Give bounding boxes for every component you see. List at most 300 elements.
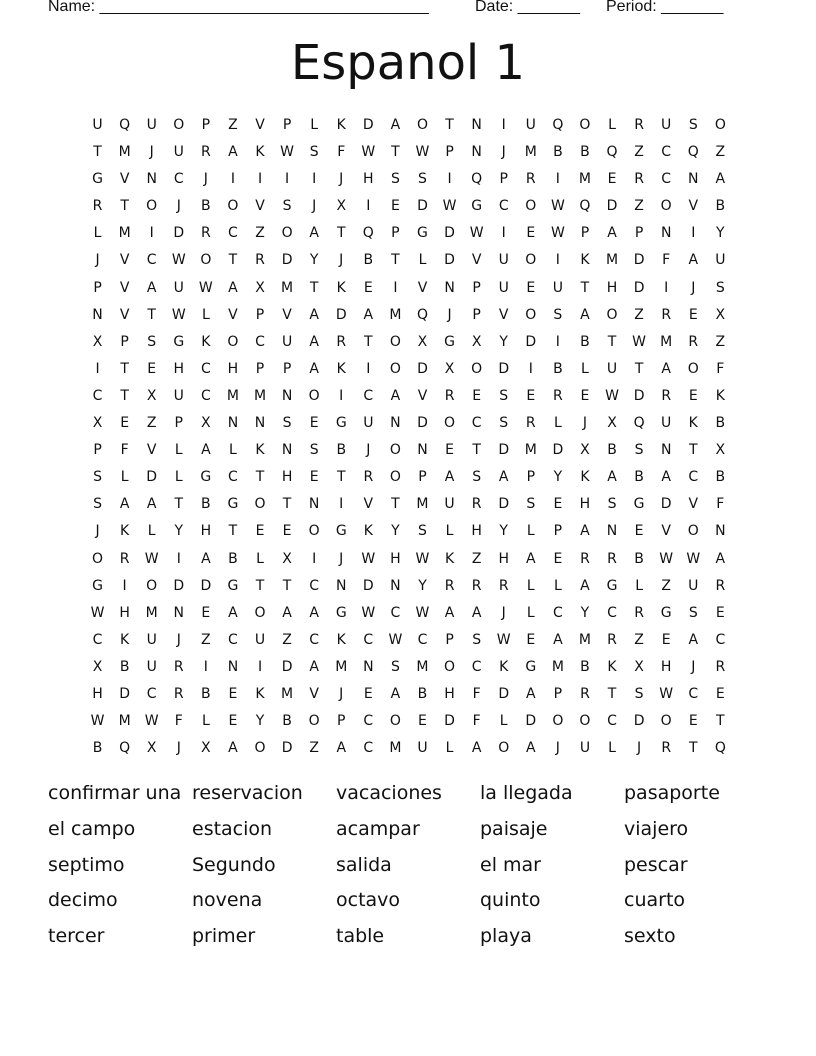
word-bank-item: salida	[336, 853, 392, 876]
grid-letter: L	[608, 740, 616, 757]
grid-letter: S	[553, 306, 563, 323]
grid-letter: E	[201, 604, 211, 621]
grid-letter: O	[389, 442, 401, 459]
grid-letter: D	[498, 360, 510, 377]
grid-letter: V	[255, 117, 265, 133]
grid-letter: F	[716, 496, 725, 513]
grid-letter: O	[579, 713, 591, 730]
grid-letter: G	[471, 198, 483, 215]
word-bank-item: confirmar una	[48, 782, 182, 804]
grid-letter: I	[691, 225, 696, 242]
grid-letter: E	[688, 713, 698, 730]
grid-letter: D	[417, 198, 428, 215]
grid-letter: O	[714, 117, 726, 133]
grid-letter: P	[120, 333, 129, 350]
grid-letter: B	[119, 658, 130, 675]
grid-letter: L	[229, 442, 237, 459]
grid-letter: B	[715, 469, 726, 486]
grid-letter: K	[499, 658, 509, 675]
grid-letter: L	[526, 604, 535, 621]
grid-letter: E	[120, 415, 130, 432]
grid-letter: B	[228, 550, 238, 567]
grid-letter: D	[525, 713, 537, 730]
grid-letter: D	[173, 577, 185, 594]
grid-letter: R	[471, 577, 482, 594]
grid-letter: W	[90, 713, 105, 730]
grid-letter: I	[447, 171, 452, 188]
grid-letter: N	[281, 442, 293, 459]
grid-letter: O	[389, 713, 401, 730]
grid-letter: Z	[471, 550, 482, 567]
grid-letter: D	[281, 658, 293, 675]
grid-letter: Y	[391, 523, 400, 540]
grid-letter: R	[661, 306, 672, 323]
grid-letter: C	[661, 144, 672, 161]
grid-letter: E	[607, 171, 617, 188]
grid-letter: G	[227, 496, 239, 513]
grid-letter: A	[553, 631, 563, 648]
grid-letter: C	[146, 252, 157, 269]
grid-letter: U	[715, 252, 726, 269]
grid-letter: N	[417, 442, 428, 459]
grid-letter: M	[118, 713, 131, 730]
grid-letter: I	[501, 225, 506, 242]
grid-letter: T	[120, 360, 129, 377]
grid-letter: Q	[606, 144, 618, 161]
grid-letter: O	[389, 333, 401, 350]
grid-letter: P	[255, 360, 265, 377]
word-bank-item: la llegada	[480, 782, 573, 804]
grid-letter: U	[281, 333, 293, 350]
grid-letter: I	[203, 658, 208, 675]
word-bank-item: quinto	[480, 889, 541, 912]
grid-letter: L	[526, 577, 535, 594]
grid-letter: E	[228, 685, 238, 702]
grid-letter: O	[200, 252, 212, 269]
grid-letter: S	[309, 442, 319, 459]
grid-letter: R	[336, 333, 347, 350]
grid-letter: H	[579, 496, 591, 513]
grid-letter: D	[146, 469, 158, 486]
grid-letter: D	[444, 713, 455, 730]
grid-letter: S	[147, 333, 157, 350]
grid-letter: F	[716, 360, 725, 377]
grid-letter: O	[687, 360, 699, 377]
grid-letter: T	[174, 496, 184, 513]
grid-letter: A	[498, 469, 509, 486]
grid-letter: H	[471, 523, 482, 540]
grid-letter: G	[227, 577, 239, 594]
grid-letter: D	[660, 496, 672, 513]
grid-letter: B	[201, 198, 211, 215]
grid-row	[84, 331, 734, 358]
grid-letter: R	[580, 685, 590, 702]
grid-letter: L	[608, 117, 616, 133]
grid-letter: X	[92, 333, 103, 350]
word-bank-item: Segundo	[192, 853, 276, 876]
grid-letter: C	[661, 171, 672, 188]
grid-letter: B	[715, 415, 726, 432]
grid-letter: Q	[119, 740, 131, 757]
grid-letter: D	[444, 225, 455, 242]
grid-letter: R	[688, 333, 699, 350]
word-bank-item: tercer	[48, 925, 105, 948]
grid-letter: T	[634, 360, 644, 377]
grid-letter: M	[605, 252, 619, 269]
grid-row	[84, 548, 734, 575]
grid-letter: R	[580, 550, 590, 567]
grid-letter: J	[691, 279, 696, 296]
grid-letter: W	[415, 550, 430, 567]
grid-letter: V	[417, 279, 428, 296]
grid-letter: A	[309, 360, 319, 377]
grid-letter: C	[146, 685, 157, 702]
grid-letter: T	[688, 442, 698, 459]
grid-letter: A	[146, 496, 157, 513]
grid-letter: O	[389, 469, 401, 486]
grid-letter: M	[389, 306, 402, 323]
period-field-label: Period: _______	[606, 0, 724, 15]
grid-letter: P	[201, 117, 211, 133]
grid-letter: R	[173, 685, 184, 702]
grid-letter: U	[173, 387, 184, 404]
grid-letter: B	[363, 252, 374, 269]
grid-letter: D	[119, 685, 130, 702]
grid-letter: D	[362, 117, 374, 133]
grid-letter: O	[444, 415, 456, 432]
grid-letter: E	[390, 198, 400, 215]
grid-letter: L	[526, 523, 535, 540]
grid-letter: P	[282, 360, 292, 377]
grid-letter: R	[92, 198, 103, 215]
grid-letter: S	[688, 604, 698, 621]
grid-letter: O	[146, 198, 158, 215]
grid-letter: X	[92, 415, 103, 432]
grid-letter: Z	[634, 144, 644, 161]
word-bank-item: playa	[480, 925, 532, 948]
grid-letter: U	[498, 252, 509, 269]
grid-letter: T	[445, 117, 454, 133]
grid-letter: A	[228, 604, 238, 621]
grid-letter: L	[418, 252, 427, 269]
grid-letter: W	[659, 685, 674, 702]
grid-letter: C	[607, 713, 617, 730]
grid-letter: N	[471, 117, 482, 133]
grid-letter: C	[363, 631, 374, 648]
grid-letter: K	[336, 279, 346, 296]
grid-letter: L	[174, 442, 183, 459]
word-bank-item: acampar	[336, 817, 420, 840]
grid-letter: P	[499, 171, 508, 188]
grid-letter: V	[119, 252, 130, 269]
word-bank-item: viajero	[624, 817, 689, 840]
grid-letter: A	[146, 279, 157, 296]
grid-letter: E	[634, 523, 644, 540]
grid-letter: D	[417, 415, 428, 432]
grid-letter: I	[95, 360, 100, 377]
grid-letter: O	[416, 117, 428, 133]
grid-letter: J	[501, 144, 506, 161]
grid-row	[84, 493, 734, 520]
grid-letter: B	[201, 685, 211, 702]
grid-letter: R	[634, 117, 644, 133]
grid-letter: U	[173, 144, 184, 161]
grid-letter: F	[174, 713, 183, 730]
word-bank-item: pasaporte	[624, 782, 720, 804]
grid-letter: E	[553, 496, 563, 513]
grid-letter: V	[363, 496, 374, 513]
grid-letter: A	[688, 252, 699, 269]
grid-letter: V	[417, 387, 428, 404]
grid-letter: L	[174, 469, 183, 486]
word-bank-item: novena	[192, 889, 263, 912]
grid-letter: D	[444, 252, 455, 269]
grid-letter: O	[281, 225, 293, 242]
grid-row	[84, 412, 734, 439]
grid-letter: A	[580, 577, 590, 594]
grid-letter: O	[308, 713, 320, 730]
grid-letter: J	[176, 198, 181, 215]
grid-letter: K	[336, 360, 346, 377]
grid-letter: N	[660, 442, 672, 459]
grid-row	[84, 141, 734, 168]
grid-letter: J	[312, 198, 317, 215]
grid-letter: A	[228, 144, 238, 161]
grid-letter: U	[146, 117, 157, 133]
grid-letter: K	[444, 550, 455, 567]
word-bank-item: reservacion	[192, 782, 303, 804]
grid-letter: G	[660, 604, 672, 621]
grid-letter: T	[255, 469, 265, 486]
grid-letter: N	[606, 523, 618, 540]
grid-letter: W	[550, 198, 565, 215]
grid-letter: N	[444, 279, 455, 296]
grid-letter: N	[471, 144, 482, 161]
grid-letter: R	[634, 171, 644, 188]
grid-letter: V	[661, 523, 671, 540]
grid-letter: E	[526, 631, 536, 648]
grid-letter: O	[660, 198, 672, 215]
grid-letter: S	[282, 415, 292, 432]
grid-letter: V	[498, 306, 509, 323]
grid-letter: K	[255, 685, 265, 702]
grid-letter: A	[526, 550, 536, 567]
grid-letter: E	[255, 523, 265, 540]
grid-letter: E	[688, 306, 698, 323]
grid-letter: C	[92, 631, 103, 648]
grid-letter: K	[607, 658, 617, 675]
grid-letter: I	[312, 171, 317, 188]
grid-letter: S	[309, 144, 319, 161]
grid-letter: S	[634, 442, 644, 459]
grid-row	[84, 710, 734, 737]
grid-letter: G	[525, 658, 537, 675]
grid-letter: D	[173, 225, 185, 242]
grid-letter: M	[118, 225, 131, 242]
grid-letter: T	[93, 144, 102, 161]
grid-letter: S	[472, 469, 482, 486]
grid-letter: I	[393, 279, 398, 296]
word-bank-item: vacaciones	[336, 782, 442, 804]
grid-letter: R	[444, 577, 455, 594]
word-bank-item: decimo	[48, 889, 118, 912]
grid-letter: A	[390, 117, 401, 133]
grid-letter: Z	[634, 198, 644, 215]
grid-letter: Z	[661, 577, 671, 594]
grid-letter: K	[715, 387, 725, 404]
grid-letter: C	[390, 604, 401, 621]
grid-letter: W	[90, 604, 105, 621]
grid-letter: G	[92, 171, 103, 188]
grid-letter: I	[230, 171, 235, 188]
grid-letter: L	[553, 577, 562, 594]
grid-letter: J	[176, 740, 181, 757]
grid-letter: M	[524, 442, 537, 459]
grid-letter: Y	[716, 225, 725, 242]
grid-letter: C	[200, 360, 211, 377]
grid-letter: E	[661, 631, 671, 648]
grid-letter: X	[444, 360, 455, 377]
grid-letter: Q	[119, 117, 131, 133]
grid-letter: T	[716, 713, 725, 730]
grid-letter: U	[579, 740, 591, 757]
grid-letter: A	[201, 550, 211, 567]
grid-row	[84, 358, 734, 385]
grid-letter: I	[312, 550, 317, 567]
grid-letter: Z	[634, 306, 644, 323]
grid-letter: G	[417, 225, 428, 242]
grid-letter: Z	[715, 333, 726, 350]
grid-letter: A	[444, 469, 455, 486]
grid-letter: X	[417, 333, 428, 350]
grid-letter: E	[445, 442, 454, 459]
grid-letter: W	[415, 144, 430, 161]
grid-letter: T	[282, 577, 292, 594]
grid-letter: V	[309, 685, 319, 702]
grid-letter: J	[339, 252, 344, 269]
grid-letter: P	[255, 306, 265, 323]
grid-letter: O	[389, 360, 401, 377]
grid-letter: K	[363, 523, 373, 540]
grid-letter: S	[499, 415, 509, 432]
grid-letter: K	[580, 469, 590, 486]
grid-letter: X	[201, 740, 211, 757]
grid-letter: S	[472, 631, 482, 648]
grid-letter: J	[339, 685, 344, 702]
grid-letter: J	[95, 252, 100, 269]
grid-letter: M	[524, 144, 537, 161]
word-bank-item: pescar	[624, 853, 688, 876]
grid-letter: M	[389, 740, 402, 757]
grid-letter: X	[607, 415, 617, 432]
grid-letter: Z	[255, 225, 265, 242]
grid-letter: R	[525, 171, 536, 188]
grid-letter: T	[607, 333, 617, 350]
grid-letter: U	[173, 279, 184, 296]
grid-letter: K	[255, 144, 265, 161]
grid-letter: T	[607, 685, 617, 702]
grid-letter: W	[415, 604, 430, 621]
grid-letter: Q	[552, 117, 564, 133]
grid-letter: O	[471, 360, 483, 377]
grid-letter: E	[363, 279, 373, 296]
grid-letter: S	[390, 171, 400, 188]
grid-letter: X	[715, 442, 726, 459]
grid-row	[84, 304, 734, 331]
grid-letter: D	[525, 333, 537, 350]
grid-letter: E	[715, 604, 725, 621]
grid-letter: A	[119, 496, 130, 513]
grid-letter: L	[147, 523, 156, 540]
grid-letter: M	[118, 144, 131, 161]
grid-letter: J	[637, 740, 642, 757]
word-search-grid	[84, 114, 734, 764]
grid-letter: S	[526, 496, 536, 513]
grid-letter: Q	[687, 144, 699, 161]
grid-letter: U	[254, 631, 266, 648]
grid-letter: I	[149, 225, 154, 242]
grid-letter: Y	[309, 252, 319, 269]
grid-letter: A	[607, 469, 617, 486]
grid-letter: O	[660, 713, 672, 730]
grid-letter: P	[418, 469, 427, 486]
grid-letter: J	[501, 604, 506, 621]
grid-letter: I	[555, 252, 560, 269]
grid-letter: N	[146, 171, 157, 188]
grid-letter: Z	[282, 631, 292, 648]
grid-letter: K	[255, 442, 265, 459]
grid-letter: N	[660, 225, 672, 242]
grid-letter: S	[93, 496, 102, 513]
grid-letter: B	[282, 713, 292, 730]
grid-letter: U	[552, 279, 563, 296]
grid-letter: G	[335, 523, 347, 540]
grid-letter: T	[120, 387, 129, 404]
grid-letter: X	[336, 198, 347, 215]
grid-letter: M	[551, 658, 564, 675]
grid-letter: F	[472, 685, 481, 702]
grid-letter: P	[472, 306, 481, 323]
grid-letter: B	[553, 144, 563, 161]
grid-letter: M	[578, 631, 591, 648]
grid-letter: S	[715, 279, 725, 296]
grid-letter: M	[281, 279, 294, 296]
grid-letter: R	[255, 252, 265, 269]
grid-row	[84, 114, 734, 141]
grid-letter: C	[200, 387, 211, 404]
grid-letter: G	[92, 577, 103, 594]
grid-letter: C	[471, 415, 482, 432]
grid-letter: V	[688, 496, 699, 513]
grid-letter: K	[336, 117, 346, 133]
grid-letter: Y	[580, 604, 590, 621]
grid-letter: W	[632, 333, 647, 350]
grid-letter: E	[526, 225, 536, 242]
grid-letter: P	[553, 523, 563, 540]
grid-letter: O	[227, 198, 239, 215]
grid-letter: C	[228, 469, 238, 486]
grid-letter: E	[147, 360, 157, 377]
grid-letter: C	[688, 469, 699, 486]
grid-letter: H	[660, 658, 672, 675]
grid-letter: U	[688, 577, 699, 594]
grid-letter: T	[472, 442, 481, 459]
grid-letter: D	[606, 198, 618, 215]
grid-letter: A	[282, 604, 292, 621]
grid-letter: V	[471, 252, 482, 269]
grid-letter: O	[525, 198, 537, 215]
grid-letter: A	[228, 279, 238, 296]
